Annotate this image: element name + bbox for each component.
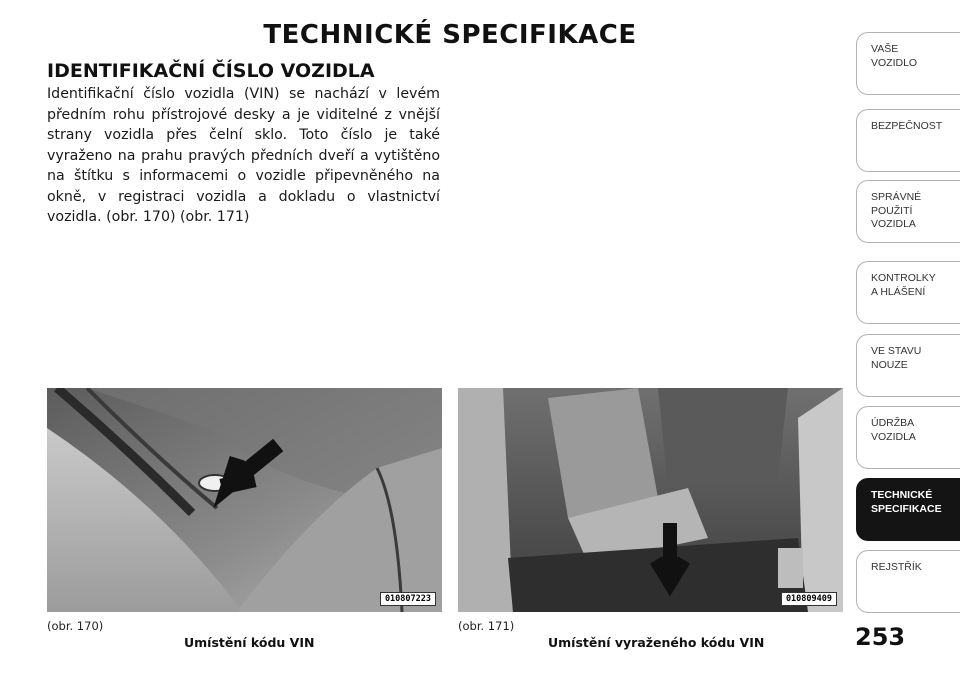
tab-rejstrik[interactable] <box>856 550 960 613</box>
tab-kontrolky[interactable] <box>856 261 960 324</box>
figure-vin-door-sill <box>458 388 843 612</box>
tab-label: TECHNICKÉ SPECIFIKACE <box>871 489 942 515</box>
tab-label: SPRÁVNÉ POUŽITÍ VOZIDLA <box>871 191 922 230</box>
section-heading: IDENTIFIKAČNÍ ČÍSLO VOZIDLA <box>47 60 375 82</box>
figure-caption: Umístění vyraženého kódu VIN <box>548 635 765 650</box>
tab-label: BEZPEČNOST <box>871 120 943 132</box>
body-paragraph: Identifikační číslo vozidla (VIN) se nachází v levém předním rohu přístrojové desky a je viditelné z vnější strany vozidla přes čelní sklo. Toto číslo je také vyraženo na prahu pravých předních dveří a vytištěno na štítku s informacemi o vozidle připevněného na okně, v registraci vozidla a dokladu o vlastnictví vozidla. (obr. 170) (obr. 171) <box>47 86 440 225</box>
tab-label: REJSTŘÍK <box>871 561 922 573</box>
figure-vin-windshield <box>47 388 442 612</box>
figure-code: 010807223 <box>380 592 436 606</box>
page-number: 253 <box>855 623 906 651</box>
figure-ref: (obr. 171) <box>458 619 515 633</box>
tab-label: VAŠE VOZIDLO <box>871 43 918 69</box>
tab-vase-vozidlo[interactable] <box>856 32 960 95</box>
page-title: TECHNICKÉ SPECIFIKACE <box>263 20 637 50</box>
tab-bezpecnost[interactable] <box>856 109 960 172</box>
tab-technicke-specifikace[interactable] <box>856 478 960 541</box>
tab-label: KONTROLKY A HLÁŠENÍ <box>871 272 936 298</box>
figure-caption: Umístění kódu VIN <box>184 635 315 650</box>
tab-label: ÚDRŽBA VOZIDLA <box>871 417 916 443</box>
tab-ve-stavu-nouze[interactable] <box>856 334 960 397</box>
tab-label: VE STAVU NOUZE <box>871 345 922 371</box>
vin-windshield-illustration <box>47 388 442 612</box>
tab-spravne-pouziti[interactable] <box>856 180 960 243</box>
vin-door-sill-illustration <box>458 388 843 612</box>
figure-code: 010809409 <box>781 592 837 606</box>
figure-ref: (obr. 170) <box>47 619 104 633</box>
tab-udrzba[interactable] <box>856 406 960 469</box>
